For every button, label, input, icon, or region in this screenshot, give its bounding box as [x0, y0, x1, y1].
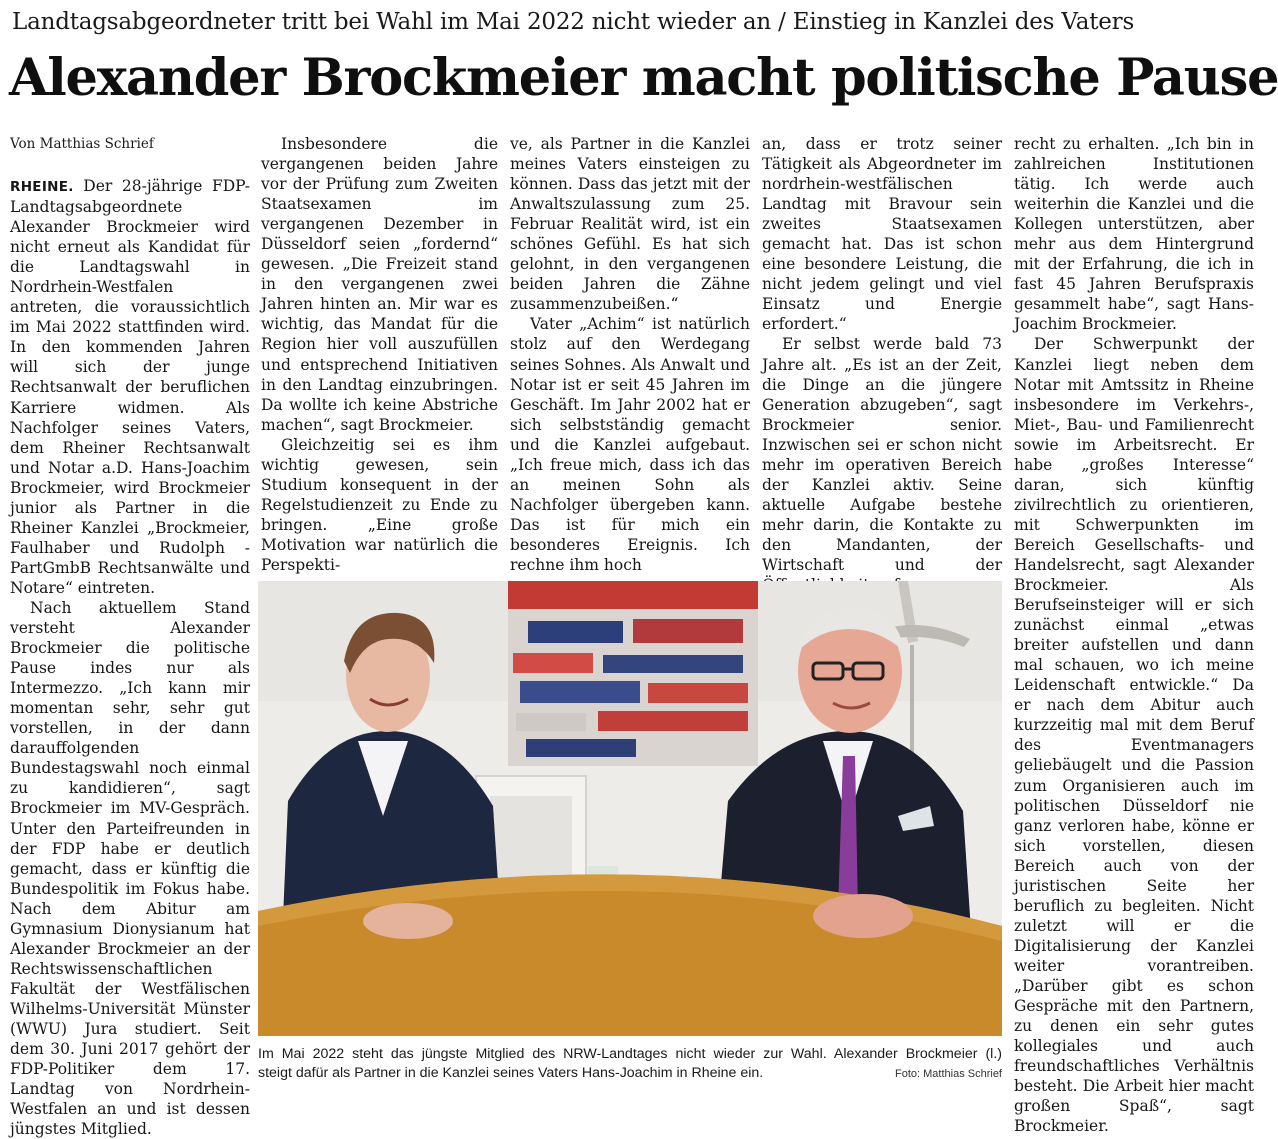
- article-byline: Von Matthias Schrief: [10, 136, 154, 152]
- photo-caption: [258, 1045, 1002, 1084]
- paragraph: Er selbst werde bald 73 Jahre alt. „Es ist an der Zeit, die Dinge an die jüngere Generation abzugeben“, sagt Brockmeier senior. Inzwischen sei er schon nicht mehr im operativen Bereich der Kanzlei aktiv. Seine aktuelle Aufgabe bestehe mehr darin, die Kontakte zu den Mandanten, der Wirtschaft und der: [762, 335, 1002, 574]
- paragraph: an, dass er trotz seiner Tätigkeit als Abgeordneter im nordrhein-westfälischen Landtag mit Bravour sein zweites Staatsexamen gemacht hat. Das ist schon eine besondere Leistung, die nicht jedem gelingt und viel Einsatz und Energie erfordert.“: [762, 135, 1002, 334]
- text-column-3: [510, 134, 750, 574]
- article-dateline: RHEINE.: [10, 179, 74, 195]
- caption-line: Im Mai 2022 steht das jüngste Mitglied des NRW-Landtages nicht wieder zur Wahl. Alexander Brockmeier (l.): [258, 1046, 1002, 1062]
- caption-line: steigt dafür als Partner in die Kanzlei seines Vaters Hans-Joachim in Rheine ein.: [258, 1065, 764, 1081]
- paragraph: Vater „Achim“ ist natürlich stolz auf den Werdegang seines Sohnes. Als Anwalt und Notar ist er seit 45 Jahren im Geschäft. Im Jahr 2002 hat er sich selbstständig gemacht und die Kanzlei aufgebaut. „Ich freue mich, dass ich das an meinen Sohn als Nachfolger übergeben kann. Das ist für mich ein besonderes Ereignis. Ich rechne ihm hoch: [510, 315, 750, 574]
- article-headline: Alexander Brockmeier macht politische Pause: [9, 48, 1278, 108]
- paragraph: Der 28-jährige FDP-Landtagsabgeordnete Alexander Brockmeier wird nicht erneut als Kandidat für die Landtagswahl in Nordrhein-Westfalen antreten, die voraussichtlich im Mai 2022 stattfinden wird. In den kommenden Jahren will sich der junge Rechtsanwalt der beruflichen Karriere widmen. Als Nachfolger seines Vaters, dem Rheiner Rechtsanwalt und Notar a.D. Hans-Joachim Brockmeier, wird Brockmeier junior als Partner in die Rheiner Kanzlei „Brockmeier, Faulhaber und Rudolph - PartGmbB Rechtsanwälte und Notare“ eintreten.: [10, 177, 250, 597]
- text-column-1: [10, 176, 250, 1139]
- paragraph: ve, als Partner in die Kanzlei meines Vaters einsteigen zu können. Dass das jetzt mit der Anwaltszulassung zum 25. Februar Realität wird, ist ein schönes Gefühl. Es hat sich gelohnt, in den vergangenen beiden Jahren die Zähne zusammenzubeißen.“: [510, 135, 750, 314]
- article-photo: [258, 581, 1002, 1036]
- wall-painting: [508, 581, 758, 766]
- paragraph: Der Schwerpunkt der Kanzlei liegt neben dem Notar mit Amtssitz in Rheine insbesondere im Verkehrs-, Miet-, Bau- und Familienrecht sowie im Arbeitsrecht. Er habe „großes Interesse“ daran, sich künftig zivilrechtlich zu orientieren, mit Schwerpunkten im Bereich Gesellschafts- und Handelsrecht, sagt Alexander Brockmeier. Als Berufseinsteiger will er sich zunächst einmal „etwas breiter aufstellen und dann mal schauen, wo ich meine Leidenschaft entwickle.“ Da er nach dem Abitur auch kurzzeitig mal mit dem Beruf des Eventmanagers geliebäugelt und die Passion zum Organisieren auch im politischen Düsseldorf nie ganz verloren habe, könne er sich vorstellen, diesen Bereich auch von der juristischen Seite her beruflich zu begleiten. Nicht zuletzt will er die Digitalisierung der Kanzlei weiter vorantreiben. „Darüber gibt es schon Gespräche mit den Partnern, zu denen ein sehr gutes kollegiales und auch freundschaftliches Verhältnis besteht. Die Arbeit hier macht großen Spaß“, sagt Brockmeier.: [1014, 335, 1254, 1136]
- text-column-5: [1014, 134, 1254, 1136]
- paragraph: recht zu erhalten. „Ich bin in zahlreichen Institutionen tätig. Ich werde auch weiterhin die Kanzlei und die Kollegen unterstützen, aber mehr aus dem Hintergrund mit der Erfahrung, die ich in fast 45 Jahren Berufspraxis gesammelt habe“, sagt Hans-Joachim Brockmeier.: [1014, 135, 1254, 334]
- text-column-4: [762, 134, 1002, 574]
- article-kicker: Landtagsabgeordneter tritt bei Wahl im Mai 2022 nicht wieder an / Einstieg in Kanzlei des Vaters: [12, 9, 1135, 35]
- photo-credit: Foto: Matthias Schrief: [895, 1068, 1002, 1080]
- hands: [813, 894, 913, 938]
- paragraph: Nach aktuellem Stand versteht Alexander Brockmeier die politische Pause indes nur als Intermezzo. „Ich kann mir momentan sehr, sehr gut vorstellen, in der dann darauffolgenden Bundestagswahl noch einmal zu kandidieren“, sagt Brockmeier im MV-Gespräch. Unter den Parteifreunden in der FDP habe er deutlich gemacht, dass er künftig die Bundespolitik im Fokus habe. Nach dem Abitur am Gymnasium Dionysianum hat Alexander Brockmeier an der Rechtswissenschaftlichen Fakultät der Westfälischen Wilhelms-Universität Münster (WWU) Jura studiert. Seit dem 30. Juni 2017 gehört der FDP-Politiker dem 17. Landtag von Nordrhein-Westfalen an und ist dessen jüngstes Mitglied.: [10, 598, 250, 1139]
- hands: [363, 903, 453, 939]
- text-column-2: [261, 134, 498, 574]
- paragraph: Insbesondere die vergangenen beiden Jahre vor der Prüfung zum Zweiten Staatsexamen im vergangenen Dezember in Düsseldorf seien „fordernd“ gewesen. „Die Freizeit stand in den vergangenen zwei Jahren hinten an. Mir war es wichtig, das Mandat für die Region hier voll auszufüllen und entsprechend Initiativen in den Landtag einzubringen. Da wollte ich keine Abstriche machen“, sagt Brockmeier.: [261, 135, 498, 434]
- paragraph: Gleichzeitig sei es ihm wichtig gewesen, sein Studium konsequent in der Regelstudienzeit zu Ende zu bringen. „Eine große Motivation war natürlich die Perspekti-: [261, 435, 498, 574]
